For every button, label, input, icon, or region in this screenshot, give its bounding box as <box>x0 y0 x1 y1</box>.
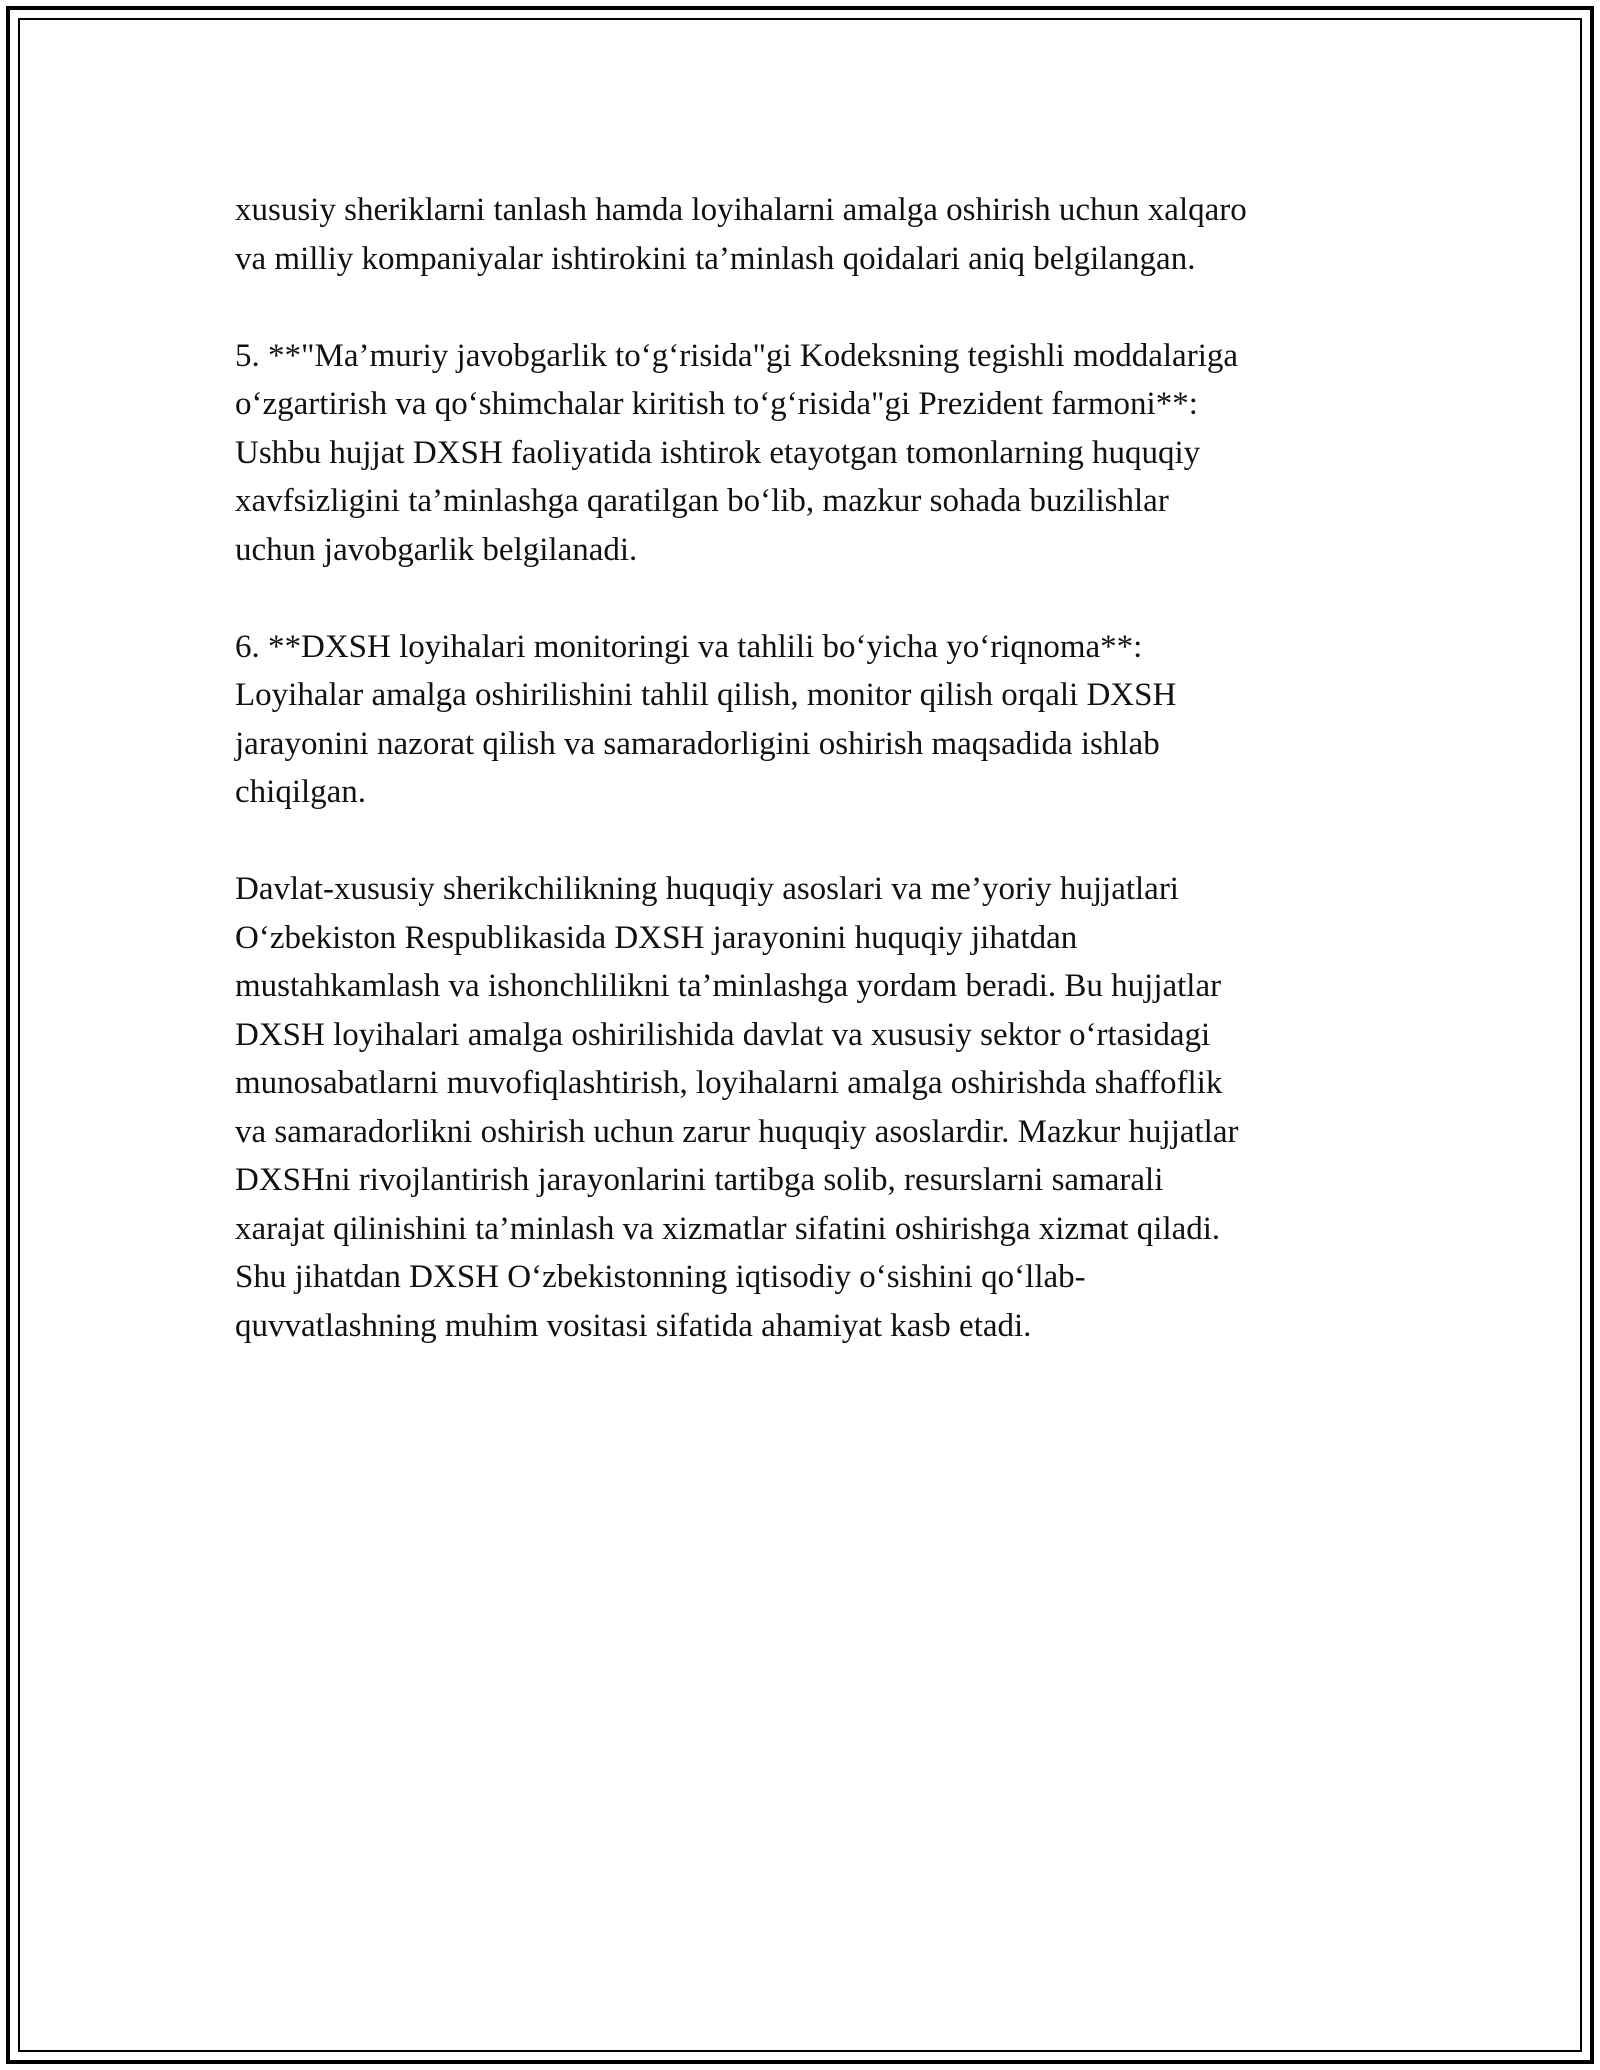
text-line: jarayonini nazorat qilish va samaradorligini oshirish maqsadida ishlab <box>235 725 1160 762</box>
text-line: 5. **"Ma’muriy javobgarlik to‘g‘risida"gi Kodeksning tegishli moddalariga <box>235 337 1239 374</box>
text-line: quvvatlashning muhim vositasi sifatida ahamiyat kasb etadi. <box>235 1307 1032 1344</box>
paragraph-item-6 <box>235 623 1395 817</box>
text-line: o‘zgartirish va qo‘shimchalar kiritish to‘g‘risida"gi Prezident farmoni**: <box>235 386 1198 422</box>
text-line: va samaradorlikni oshirish uchun zarur huquqiy asoslardir. Mazkur hujjatlar <box>235 1113 1239 1150</box>
text-line: Davlat-xususiy sherikchilikning huquqiy asoslari va me’yoriy hujjatlari <box>235 871 1179 907</box>
text-line: DXSH loyihalari amalga oshirilishida davlat va xususiy sektor o‘rtasidagi <box>235 1016 1211 1053</box>
paragraph-item-5 <box>235 332 1395 575</box>
text-line: 6. **DXSH loyihalari monitoringi va tahlili bo‘yicha yo‘riqnoma**: <box>235 628 1143 665</box>
text-line: xarajat qilinishini ta’minlash va xizmatlar sifatini oshirishga xizmat qiladi. <box>235 1210 1221 1247</box>
text-line: O‘zbekiston Respublikasida DXSH jarayonini huquqiy jihatdan <box>235 919 1078 956</box>
text-line: va milliy kompaniyalar ishtirokini ta’minlash qoidalari aniq belgilangan. <box>235 240 1196 277</box>
text-line: xususiy sheriklarni tanlash hamda loyihalarni amalga oshirish uchun xalqaro <box>235 192 1247 228</box>
text-line: xavfsizligini ta’minlashga qaratilgan bo‘lib, mazkur sohada buzilishlar <box>235 483 1169 519</box>
text-line: chiqilgan. <box>235 774 367 810</box>
text-line: Loyihalar amalga oshirilishini tahlil qilish, monitor qilish orqali DXSH <box>235 677 1177 713</box>
text-line: DXSHni rivojlantirish jarayonlarini tartibga solib, resurslarni samarali <box>235 1162 1164 1198</box>
paragraph-conclusion <box>235 865 1395 1350</box>
text-line: munosabatlarni muvofiqlashtirish, loyihalarni amalga oshirishda shaffoflik <box>235 1065 1223 1101</box>
text-line: mustahkamlash va ishonchlilikni ta’minlashga yordam beradi. Bu hujjatlar <box>235 968 1222 1004</box>
document-body <box>235 186 1395 1399</box>
text-line: Ushbu hujjat DXSH faoliyatida ishtirok etayotgan tomonlarning huquqiy <box>235 434 1201 471</box>
text-line: Shu jihatdan DXSH O‘zbekistonning iqtisodiy o‘sishini qo‘llab- <box>235 1259 1086 1295</box>
paragraph-continuation <box>235 186 1395 283</box>
text-line: uchun javobgarlik belgilanadi. <box>235 531 638 568</box>
